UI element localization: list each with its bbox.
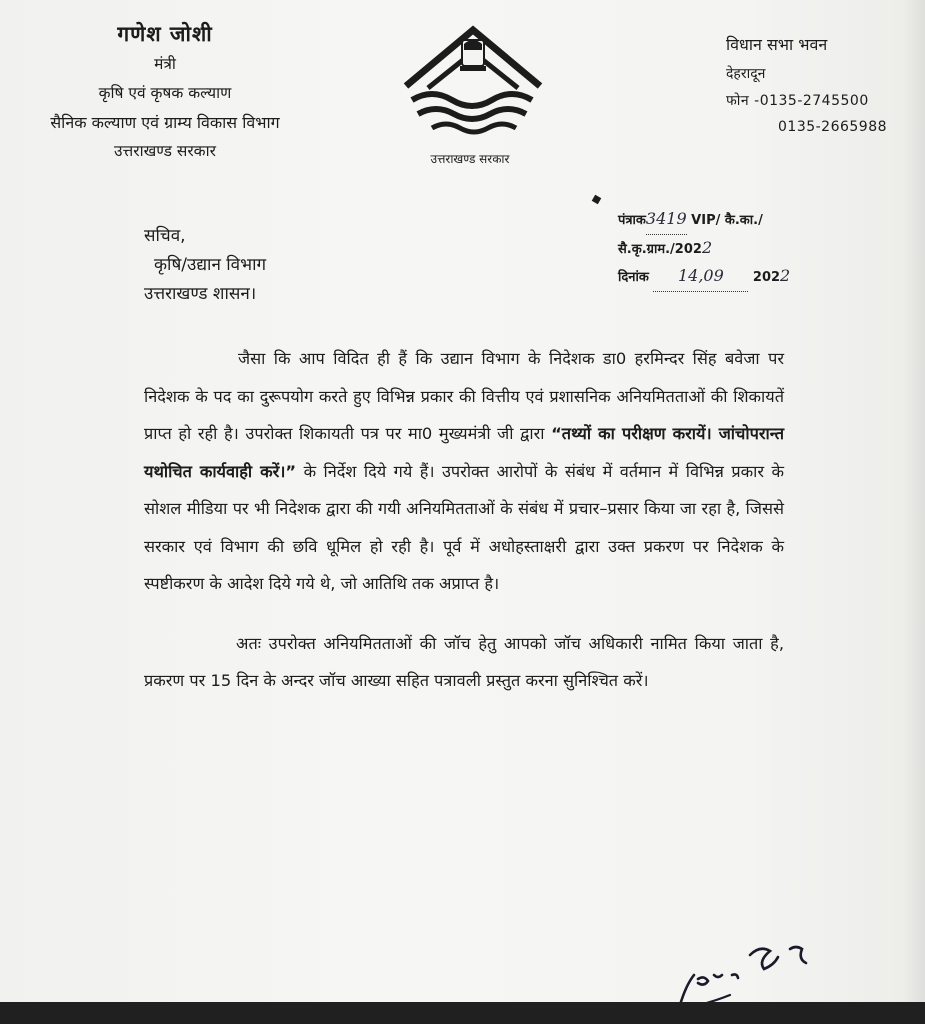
patrank-handwritten: 3419: [645, 209, 687, 228]
section-row: [618, 235, 848, 263]
minister-portfolio-1: कृषि एवं कृषक कल्याण: [98, 84, 232, 102]
paragraph-1: [144, 340, 784, 603]
patrank-suffix: VIP/ कै.का./: [691, 213, 763, 228]
page-edge-shadow: [903, 0, 925, 1024]
paragraph-1-part-2: के निर्देश दिये गये हैं। उपरोक्त आरोपों के संबंध में वर्तमान में विभिन्न प्रकार के सोशल मीडिया पर भी निदेशक द्वारा की गयी अनियमितताओं के संबंध में प्रचार–प्रसार किया जा रहा है, जिससे सरकार एवं विभाग की छवि धूमिल हो रही है। पूर्व में अधोहस्ताक्षरी द्वारा उक्त प्रकरण पर निदेशक के स्पष्टीकरण के आदेश दिये गये थे, जो आतिथि तक अप्राप्त है।: [144, 461, 784, 593]
emblem-caption: उत्तराखण्ड सरकार: [430, 152, 510, 166]
date-handwritten: 14,09: [677, 266, 724, 285]
ink-mark: [592, 195, 602, 205]
minister-name: गणेश जोशी: [117, 22, 213, 46]
addressee-line-3: उत्तराखण्ड शासन।: [144, 284, 257, 304]
paragraph-2: अतः उपरोक्त अनियमितताओं की जॉच हेतु आपको जॉच अधिकारी नामित किया जाता है, प्रकरण पर 15 दिन के अन्दर जॉच आख्या सहित पत्रावली प्रस्तुत करना सुनिश्चित करें।: [144, 633, 784, 690]
section-handwritten: 2: [701, 238, 713, 257]
uttarakhand-emblem-icon: [398, 22, 548, 142]
patrank-label: पंत्राक: [618, 213, 646, 228]
scan-bottom-edge: [0, 1002, 925, 1024]
office-address: [726, 30, 921, 140]
minister-letterhead: [0, 18, 330, 166]
addressee-block: [144, 222, 266, 309]
reference-block: [618, 206, 848, 292]
addressee-line-2: कृषि/उद्यान विभाग: [154, 255, 267, 275]
patrank-row: [618, 206, 848, 235]
date-year: 202: [752, 270, 781, 285]
paragraph-1-part-1: जैसा कि आप विदित ही हैं कि उद्यान विभाग के निदेशक डा0 हरमिन्दर सिंह बवेजा पर निदेशक के पद का दुरूपयोग करते हुए विभिन्न प्रकार की वित्तीय एवं प्रशासनिक अनियमितताओं की शिकायतें प्राप्त हो रही है। उपरोक्त शिकायती पत्र पर मा0 मुख्यमंत्री जी द्वारा: [144, 349, 784, 443]
section-label: सै.कृ.ग्राम./202: [618, 242, 702, 257]
address-line-1: विधान सभा भवन: [726, 35, 828, 54]
minister-designation: मंत्री: [154, 55, 176, 73]
date-row: [618, 263, 848, 292]
phone-2: 0135-2665988: [778, 119, 888, 135]
government-name: उत्तराखण्ड सरकार: [114, 142, 216, 160]
date-year-handwritten: 2: [780, 266, 791, 285]
addressee-line-1: सचिव,: [144, 226, 186, 246]
letter-body: [144, 340, 784, 700]
date-label: दिनांक: [618, 270, 649, 285]
minister-portfolio-2: सैनिक कल्याण एवं ग्राम्य विकास विभाग: [50, 113, 280, 132]
phone-1: फोन -0135-2745500: [726, 93, 869, 109]
address-line-2: देहरादून: [726, 66, 766, 82]
cm-directive-quote: “तथ्यों का परीक्षण करायें। जांचोपरान्त यथोचित कार्यवाही करें।”: [144, 424, 784, 481]
